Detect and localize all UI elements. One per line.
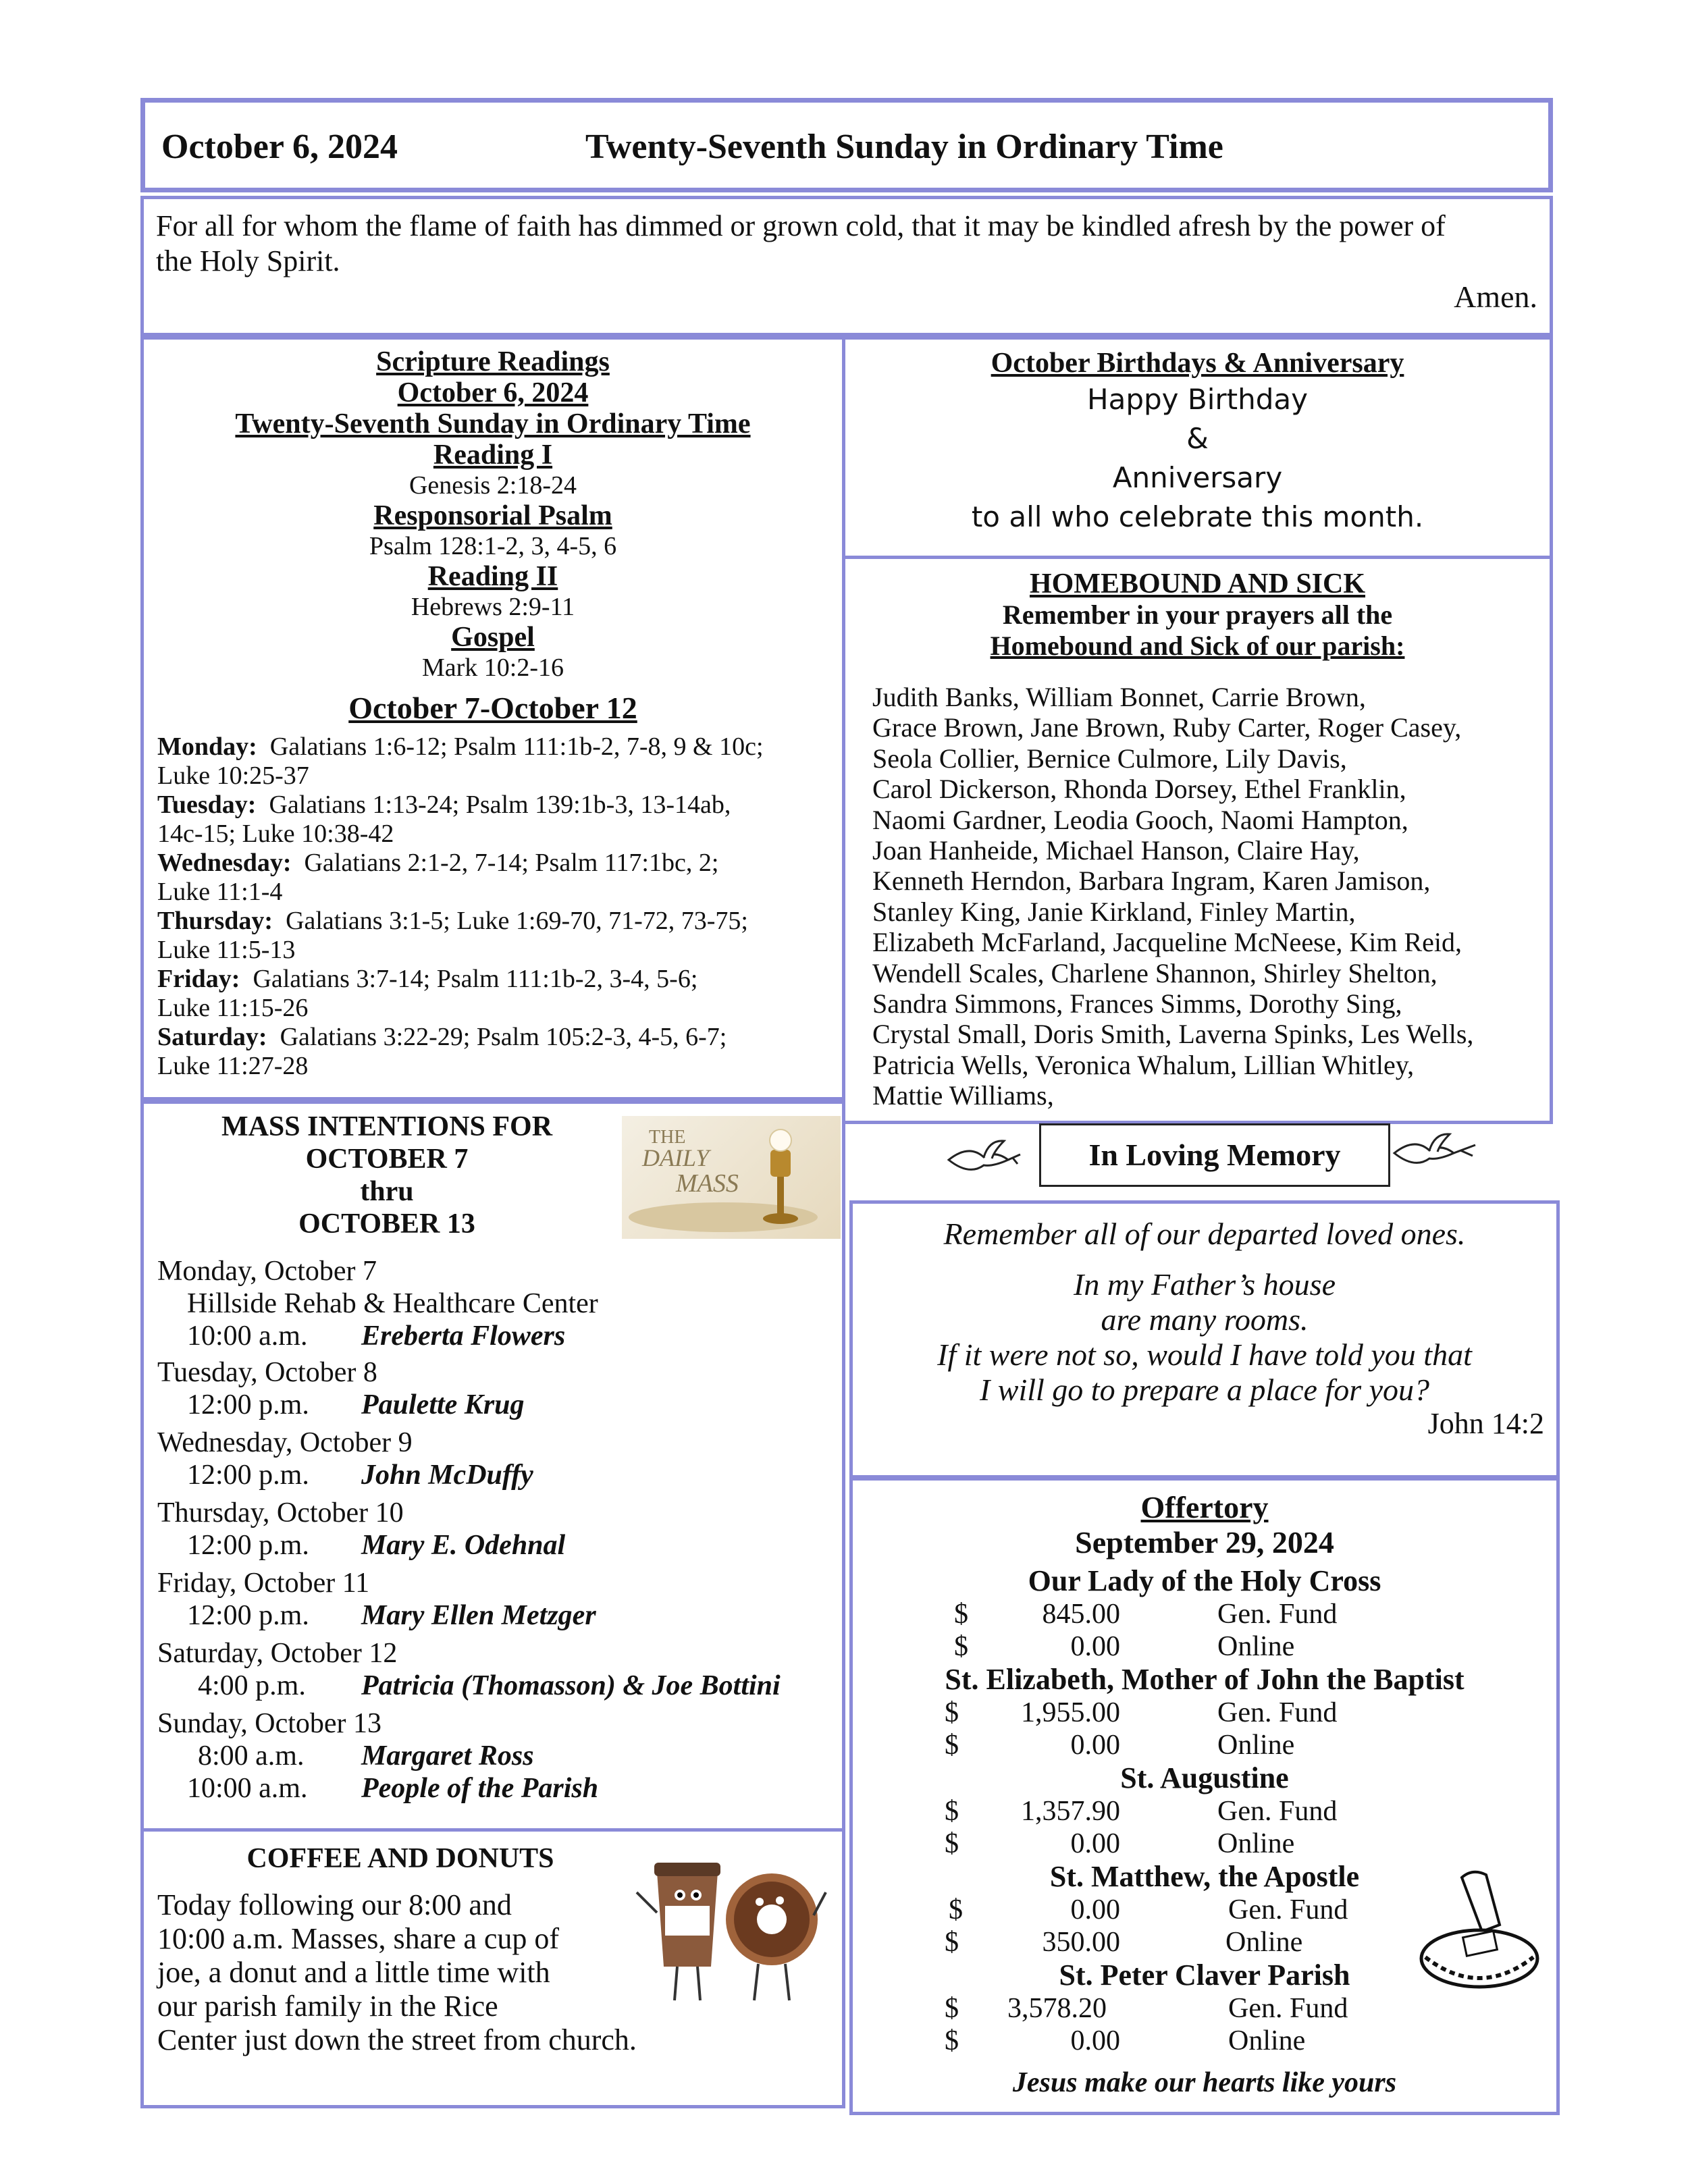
homebound-name-line: Stanley King, Janie Kirkland, Finley Martin, <box>872 896 1356 927</box>
mass-entry: 12:00 p.m. Paulette Krug <box>187 1389 525 1420</box>
homebound-name-line: Naomi Gardner, Leodia Gooch, Naomi Hampton, <box>872 804 1408 835</box>
birthdays-line: Happy Birthday <box>1087 383 1308 416</box>
readings-occasion: Twenty-Seventh Sunday in Ordinary Time <box>235 408 751 440</box>
offertory-date: September 29, 2024 <box>1075 1525 1334 1560</box>
prayer-amen: Amen. <box>1454 279 1537 314</box>
memory-title-strip <box>842 1121 1553 1202</box>
header-title: Twenty-Seventh Sunday in Ordinary Time <box>585 128 1223 166</box>
mass-place: Hillside Rehab & Healthcare Center <box>187 1288 598 1319</box>
homebound-name-line: Crystal Small, Doris Smith, Laverna Spinks, Les Wells, <box>872 1019 1474 1050</box>
prayer-text: For all for whom the flame of faith has dimmed or grown cold, that it may be kindled afresh by the power of the Holy Spirit. <box>156 209 1446 277</box>
offertory-row: $ 350.00 Online <box>945 1927 1303 1958</box>
homebound-name-line: Wendell Scales, Charlene Shannon, Shirley Shelton, <box>872 957 1438 988</box>
homebound-name-line: Patricia Wells, Veronica Whalum, Lillian Whitley, <box>872 1049 1415 1080</box>
offertory-closing: Jesus make our hearts like yours <box>1012 2067 1397 2098</box>
coffee-line: our parish family in the Rice <box>157 1990 498 2023</box>
mass-entry: 10:00 a.m. Ereberta Flowers <box>187 1321 566 1352</box>
mass-heading-line: OCTOBER 7 <box>305 1144 469 1175</box>
memory-verse-line: are many rooms. <box>1101 1302 1309 1337</box>
homebound-box <box>842 556 1553 1124</box>
memory-verse-line: If it were not so, would I have told you that <box>937 1337 1472 1372</box>
mass-entry: 4:00 p.m. Patricia (Thomasson) & Joe Bottini <box>198 1670 781 1701</box>
mass-entry: 8:00 a.m. Margaret Ross <box>198 1740 534 1772</box>
coffee-text <box>157 1888 637 2057</box>
coffee-line: joe, a donut and a little time with <box>157 1956 550 1989</box>
prayer-box <box>140 196 1553 336</box>
parish-name: St. Augustine <box>1120 1761 1289 1794</box>
mass-heading-line: MASS INTENTIONS FOR <box>221 1111 553 1142</box>
mass-day <box>157 1356 833 1421</box>
homebound-name-line: Joan Hanheide, Michael Hanson, Claire Hay, <box>872 835 1360 866</box>
mass-entry: 12:00 p.m. Mary Ellen Metzger <box>187 1600 596 1631</box>
readings-heading: Scripture Readings <box>376 346 610 377</box>
offertory-row: $ 0.00 Online <box>945 2025 1306 2056</box>
homebound-name-line: Kenneth Herndon, Barbara Ingram, Karen Jamison, <box>872 865 1431 897</box>
logo-text: MASS <box>676 1169 739 1198</box>
week-day: Tuesday: Galatians 1:13-24; Psalm 139:1b-3, 13-14ab, 14c-15; Luke 10:38-42 <box>157 791 731 848</box>
host-icon <box>770 1129 791 1151</box>
parish-name: Our Lady of the Holy Cross <box>1028 1564 1381 1597</box>
mass-day <box>157 1637 833 1702</box>
mass-day <box>157 1707 833 1805</box>
mass-entry: 12:00 p.m. Mary E. Odehnal <box>187 1530 566 1561</box>
homebound-name-line: Elizabeth McFarland, Jacqueline McNeese, Kim Reid, <box>872 927 1462 958</box>
birthdays-heading: October Birthdays & Anniversary <box>991 348 1404 379</box>
homebound-name-line: Seola Collier, Bernice Culmore, Lily Davis, <box>872 743 1347 774</box>
coffee-heading: COFFEE AND DONUTS <box>246 1843 554 1874</box>
header-box <box>140 98 1553 192</box>
homebound-heading: HOMEBOUND AND SICK <box>1029 568 1366 600</box>
coffee-donut-illustration <box>610 1845 833 2007</box>
chalice-base <box>763 1213 798 1224</box>
offertory-row: $ 0.00 Online <box>954 1631 1295 1662</box>
mass-box <box>140 1100 845 1832</box>
offertory-row: $ 1,955.00 Gen. Fund <box>945 1697 1338 1728</box>
homebound-name-line: Mattie Williams, <box>872 1080 1054 1111</box>
chalice-cup <box>770 1150 791 1177</box>
mass-entry: 10:00 a.m. People of the Parish <box>187 1773 599 1804</box>
dove-icon <box>942 1137 1023 1184</box>
homebound-name-line: Carol Dickerson, Rhonda Dorsey, Ethel Franklin, <box>872 774 1406 805</box>
week-day: Monday: Galatians 1:6-12; Psalm 111:1b-2, 7-8, 9 & 10c; Luke 10:25-37 <box>157 733 764 790</box>
reading-ref: Mark 10:2-16 <box>421 654 564 682</box>
offertory-row: $ 845.00 Gen. Fund <box>954 1599 1338 1630</box>
offertory-box <box>849 1477 1560 2115</box>
memory-verse-line: I will go to prepare a place for you? <box>979 1373 1430 1407</box>
reading-label: Reading II <box>427 561 558 592</box>
chalice-stem <box>777 1177 784 1217</box>
mass-day-label: Friday, October 11 <box>157 1568 370 1599</box>
mass-day <box>157 1567 833 1632</box>
birthdays-line: to all who celebrate this month. <box>971 500 1424 533</box>
week-day: Thursday: Galatians 3:1-5; Luke 1:69-70, 71-72, 73-75; Luke 11:5-13 <box>157 907 748 964</box>
memory-box <box>849 1200 1560 1479</box>
homebound-sub2: Homebound and Sick of our parish: <box>990 631 1405 661</box>
parish-name: St. Elizabeth, Mother of John the Baptist <box>945 1663 1465 1696</box>
daily-mass-logo <box>622 1116 841 1239</box>
week-heading: October 7-October 12 <box>348 691 637 725</box>
coffee-box <box>140 1828 845 2108</box>
dove-icon <box>1388 1130 1482 1177</box>
mass-day <box>157 1427 833 1491</box>
readings-box <box>140 336 845 1100</box>
mass-day <box>157 1497 833 1562</box>
offertory-row: $ 1,357.90 Gen. Fund <box>945 1796 1338 1827</box>
mass-day-label: Monday, October 7 <box>157 1256 377 1287</box>
coffee-line: 10:00 a.m. Masses, share a cup of <box>157 1922 560 1955</box>
mass-entry: 12:00 p.m. John McDuffy <box>187 1460 533 1491</box>
readings-list <box>144 440 842 683</box>
parish-name: St. Matthew, the Apostle <box>1049 1860 1360 1893</box>
reading-ref: Hebrews 2:9-11 <box>411 593 575 621</box>
reading-label: Responsorial Psalm <box>373 500 612 531</box>
parish-name: St. Peter Claver Parish <box>1059 1959 1350 1992</box>
mass-schedule <box>157 1255 833 1805</box>
offertory-row: $ 3,578.20 Gen. Fund <box>945 1993 1348 2024</box>
offertory-row: $ 0.00 Online <box>945 1730 1295 1761</box>
mass-day <box>157 1255 833 1352</box>
logo-text: THE <box>649 1127 686 1148</box>
week-day: Wednesday: Galatians 2:1-2, 7-14; Psalm 117:1bc, 2; Luke 11:1-4 <box>157 849 719 906</box>
reading-ref: Genesis 2:18-24 <box>408 471 577 500</box>
mass-day-label: Thursday, October 10 <box>157 1497 404 1528</box>
mass-day-label: Sunday, October 13 <box>157 1708 382 1739</box>
birthdays-line: Anniversary <box>1112 461 1283 494</box>
offertory-row: $ 0.00 Online <box>945 1828 1295 1859</box>
reading-label: Reading I <box>433 440 553 471</box>
reading-label: Gospel <box>451 622 535 653</box>
birthdays-box <box>842 336 1553 559</box>
homebound-name-line: Grace Brown, Jane Brown, Ruby Carter, Roger Casey, <box>872 712 1462 743</box>
mass-day-label: Tuesday, October 8 <box>157 1357 377 1388</box>
homebound-name-line: Judith Banks, William Bonnet, Carrie Brown, <box>872 682 1366 712</box>
offertory-heading: Offertory <box>1140 1490 1269 1524</box>
coffee-line: Today following our 8:00 and <box>157 1888 512 1921</box>
memory-line1: Remember all of our departed loved ones. <box>943 1217 1466 1251</box>
header-date: October 6, 2024 <box>161 128 398 166</box>
offering-basket-icon <box>1412 1864 1547 1999</box>
mass-day-label: Wednesday, October 9 <box>157 1427 413 1458</box>
homebound-sub1: Remember in your prayers all the <box>1002 600 1393 630</box>
birthdays-line: & <box>1186 422 1209 455</box>
homebound-name-line: Sandra Simmons, Frances Simms, Dorothy Sing, <box>872 988 1402 1019</box>
memory-verse-line: In my Father’s house <box>1074 1267 1336 1302</box>
memory-cite: John 14:2 <box>1427 1407 1544 1440</box>
memory-title: In Loving Memory <box>1039 1123 1390 1187</box>
week-day: Saturday: Galatians 3:22-29; Psalm 105:2-3, 4-5, 6-7; Luke 11:27-28 <box>157 1023 727 1080</box>
coffee-line: Center just down the street from church. <box>157 2023 637 2056</box>
week-readings <box>157 733 839 1081</box>
logo-text: DAILY <box>642 1144 710 1171</box>
mass-day-label: Saturday, October 12 <box>157 1638 398 1669</box>
week-day: Friday: Galatians 3:7-14; Psalm 111:1b-2, 3-4, 5-6; Luke 11:15-26 <box>157 965 698 1022</box>
reading-ref: Psalm 128:1-2, 3, 4-5, 6 <box>369 532 617 560</box>
offertory-row: $ 0.00 Gen. Fund <box>949 1894 1348 1925</box>
mass-heading-line: thru <box>360 1176 414 1207</box>
readings-date: October 6, 2024 <box>397 377 589 408</box>
mass-heading-line: OCTOBER 13 <box>298 1208 475 1240</box>
homebound-names <box>872 682 1473 1111</box>
